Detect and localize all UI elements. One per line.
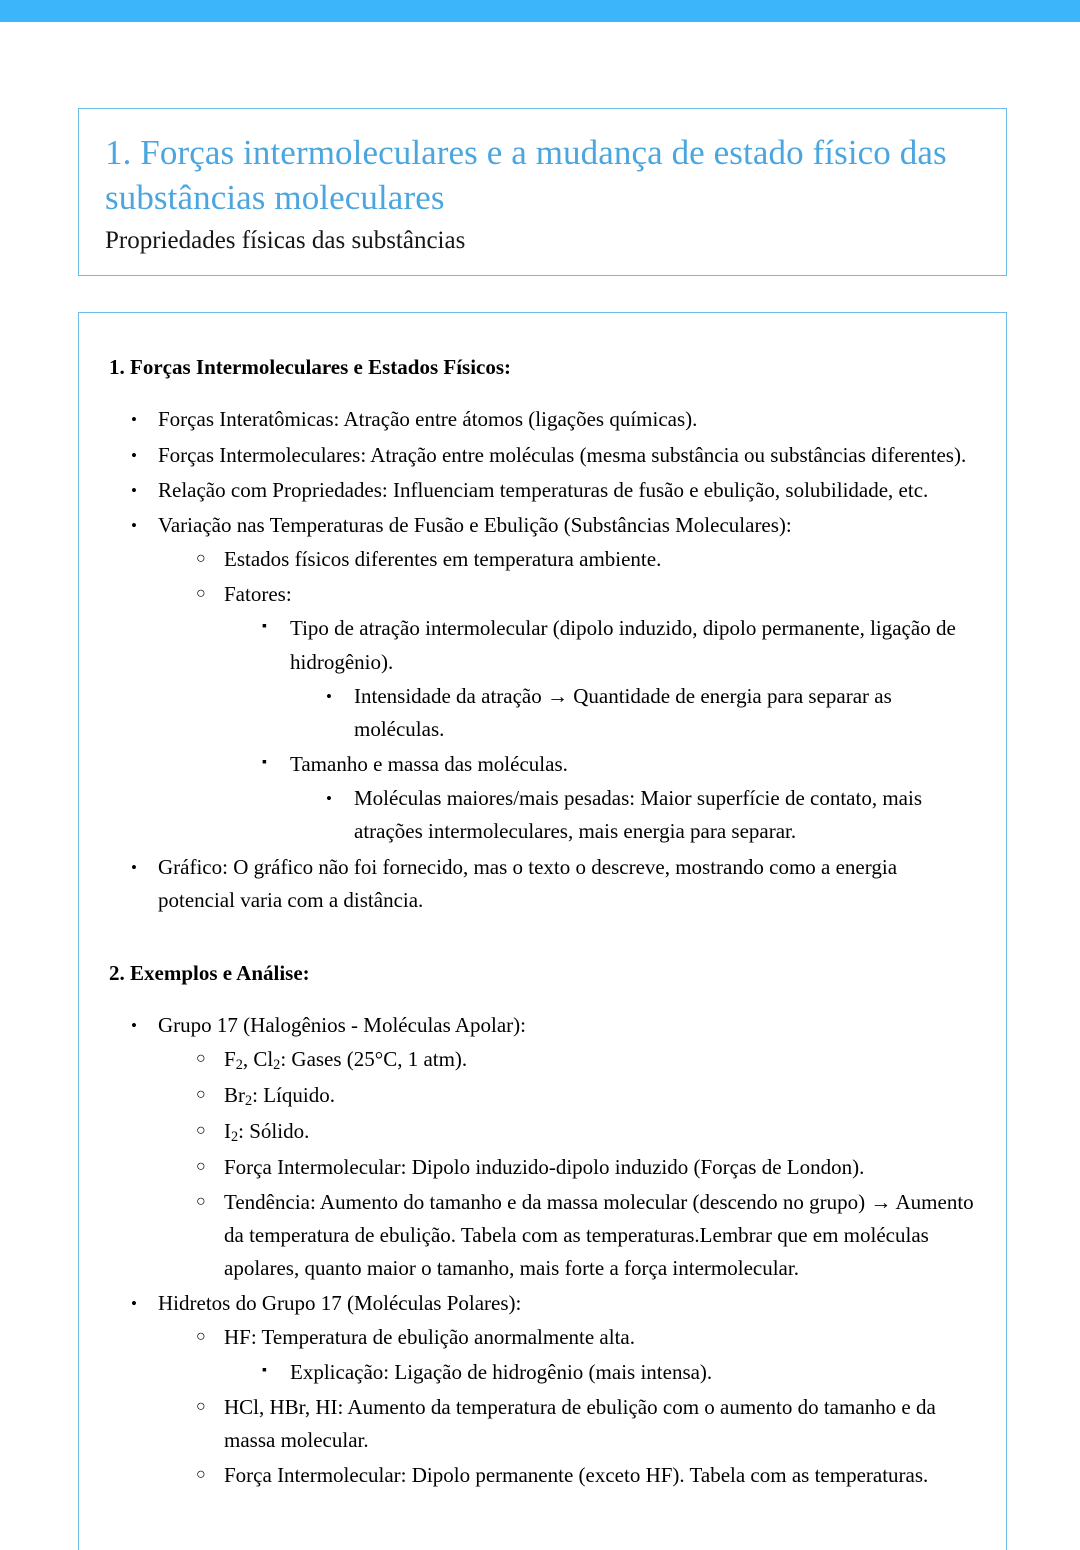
list-item-text-formula [224,1083,335,1110]
list-item [326,680,976,746]
top-accent-bar [0,0,1080,22]
list-item-text: Tipo de atração intermolecular (dipolo induzido, dipolo permanente, ligação de hidrogênio). [290,616,956,674]
list-item-text: Explicação: Ligação de hidrogênio (mais intensa). [290,1359,713,1384]
list-item-text: Tamanho e massa das moléculas. [290,752,568,777]
list-item-text: Força Intermolecular: Dipolo induzido-dipolo induzido (Forças de London). [224,1154,865,1179]
list-item [131,1009,976,1285]
list-item-text-formula [224,1119,309,1143]
list-item [196,1043,976,1077]
list-item-text: Tendência: Aumento do tamanho e da massa molecular (descendo no grupo) → Aumento da temperatura de ebulição. Tabela com as temperaturas.Lembrar que em moléculas apolares, quanto maior o tamanho, mais forte a força intermolecular. [224,1189,974,1281]
page-subtitle: Propriedades físicas das substâncias [105,226,466,254]
list-item-text: Fatores: [224,582,292,607]
list-item [262,612,976,746]
list-item-text: Grupo 17 (Halogênios - Moléculas Apolar): [158,1013,527,1038]
formula-subscript: 2 [273,1057,281,1074]
formula-part: : Gases (25°C, 1 atm). [280,1047,468,1072]
list-item [326,782,976,848]
list-item [196,1151,976,1184]
list-item [196,543,976,576]
list-item [262,748,976,849]
document-header-card [78,108,1007,276]
document-body-card [78,312,1007,1550]
list-item [196,1321,976,1388]
bullet-circle-icon: ○ [196,1397,206,1415]
list-item-text-formula [224,1047,468,1074]
bullet-circle-icon: ○ [196,585,206,603]
document-page [0,22,1080,1528]
list-item-text: Forças Interatômicas: Atração entre átomos (ligações químicas). [158,407,698,432]
list-item-text: Estados físicos diferentes em temperatura ambiente. [224,547,662,572]
formula-part: Br [224,1083,245,1108]
list-item-text: HCl, HBr, HI: Aumento da temperatura de ebulição com o aumento do tamanho e da massa molecular. [224,1394,936,1452]
list-item [131,439,976,472]
list-item-text: Gráfico: O gráfico não foi fornecido, mas o texto o descreve, mostrando como a energia potencial varia com a distância. [158,854,898,912]
list-item-text: Hidretos do Grupo 17 (Moléculas Polares): [158,1291,522,1316]
formula-part: : Líquido. [252,1083,335,1108]
bullet-circle-icon: ○ [196,1192,206,1210]
list-item-text: HF: Temperatura de ebulição anormalmente alta. [224,1325,635,1350]
formula-subscript: 2 [245,1093,253,1110]
formula-part: I [224,1118,231,1143]
bullet-disc-icon: • [326,686,332,706]
bullet-disc-icon: • [131,445,137,465]
bullet-disc-icon: • [131,1016,137,1036]
list-item [196,1459,976,1492]
bullet-circle-icon: ○ [196,550,206,568]
list-item-text: Relação com Propriedades: Influenciam temperaturas de fusão e ebulição, solubilidade, etc. [158,477,929,502]
list-item [196,1186,976,1286]
list-item-text: Variação nas Temperaturas de Fusão e Ebulição (Substâncias Moleculares): [158,512,792,537]
bullet-circle-icon: ○ [196,1121,206,1139]
bullet-disc-icon: • [131,857,137,877]
bullet-disc-icon: • [131,1294,137,1314]
bullet-disc-icon: • [131,410,137,430]
bullet-circle-icon: ○ [196,1050,206,1068]
list-item [196,1079,976,1113]
sublist-level-3 [262,1356,976,1389]
list-item [131,403,976,436]
section-1-list [131,403,976,917]
list-item [131,474,976,507]
list-item [262,1356,976,1389]
sublist-level-2 [196,1043,976,1285]
section-heading-2: 2. Exemplos e Análise: [109,960,310,985]
formula-part: : Sólido. [238,1118,310,1143]
sublist-level-3 [262,612,976,848]
bullet-circle-icon: ○ [196,1086,206,1104]
list-item [196,1391,976,1457]
list-item [131,851,976,917]
bullet-circle-icon: ○ [196,1466,206,1484]
list-item [196,1115,976,1149]
bullet-disc-icon: • [326,789,332,809]
list-item [131,1287,976,1492]
list-item [131,509,976,849]
bullet-circle-icon: ○ [196,1157,206,1175]
list-item-text: Intensidade da atração → Quantidade de energia para separar as moléculas. [354,683,892,741]
sublist-level-4 [326,680,976,746]
page-title: 1. Forças intermoleculares e a mudança de estado físico das substâncias moleculares [105,133,947,217]
formula-part: , Cl [242,1047,274,1072]
list-item-text: Forças Intermoleculares: Atração entre moléculas (mesma substância ou substâncias diferentes). [158,442,967,467]
formula-subscript: 2 [235,1057,243,1074]
formula-part: F [224,1047,236,1072]
sublist-level-2 [196,543,976,849]
bullet-square-icon: ▪ [262,1362,267,1378]
sublist-level-2 [196,1321,976,1492]
bullet-disc-icon: • [131,480,137,500]
section-heading-1: 1. Forças Intermoleculares e Estados Físicos: [109,355,512,379]
bullet-circle-icon: ○ [196,1328,206,1346]
bullet-square-icon: ▪ [262,619,267,635]
list-item-text: Moléculas maiores/mais pesadas: Maior superfície de contato, mais atrações intermoleculares, mais energia para separar. [354,786,922,844]
section-2-list [131,1009,976,1492]
bullet-square-icon: ▪ [262,755,267,771]
list-item-text: Força Intermolecular: Dipolo permanente (exceto HF). Tabela com as temperaturas. [224,1463,929,1488]
formula-subscript: 2 [231,1128,239,1145]
sublist-level-4 [326,782,976,848]
bullet-disc-icon: • [131,515,137,535]
list-item [196,578,976,848]
